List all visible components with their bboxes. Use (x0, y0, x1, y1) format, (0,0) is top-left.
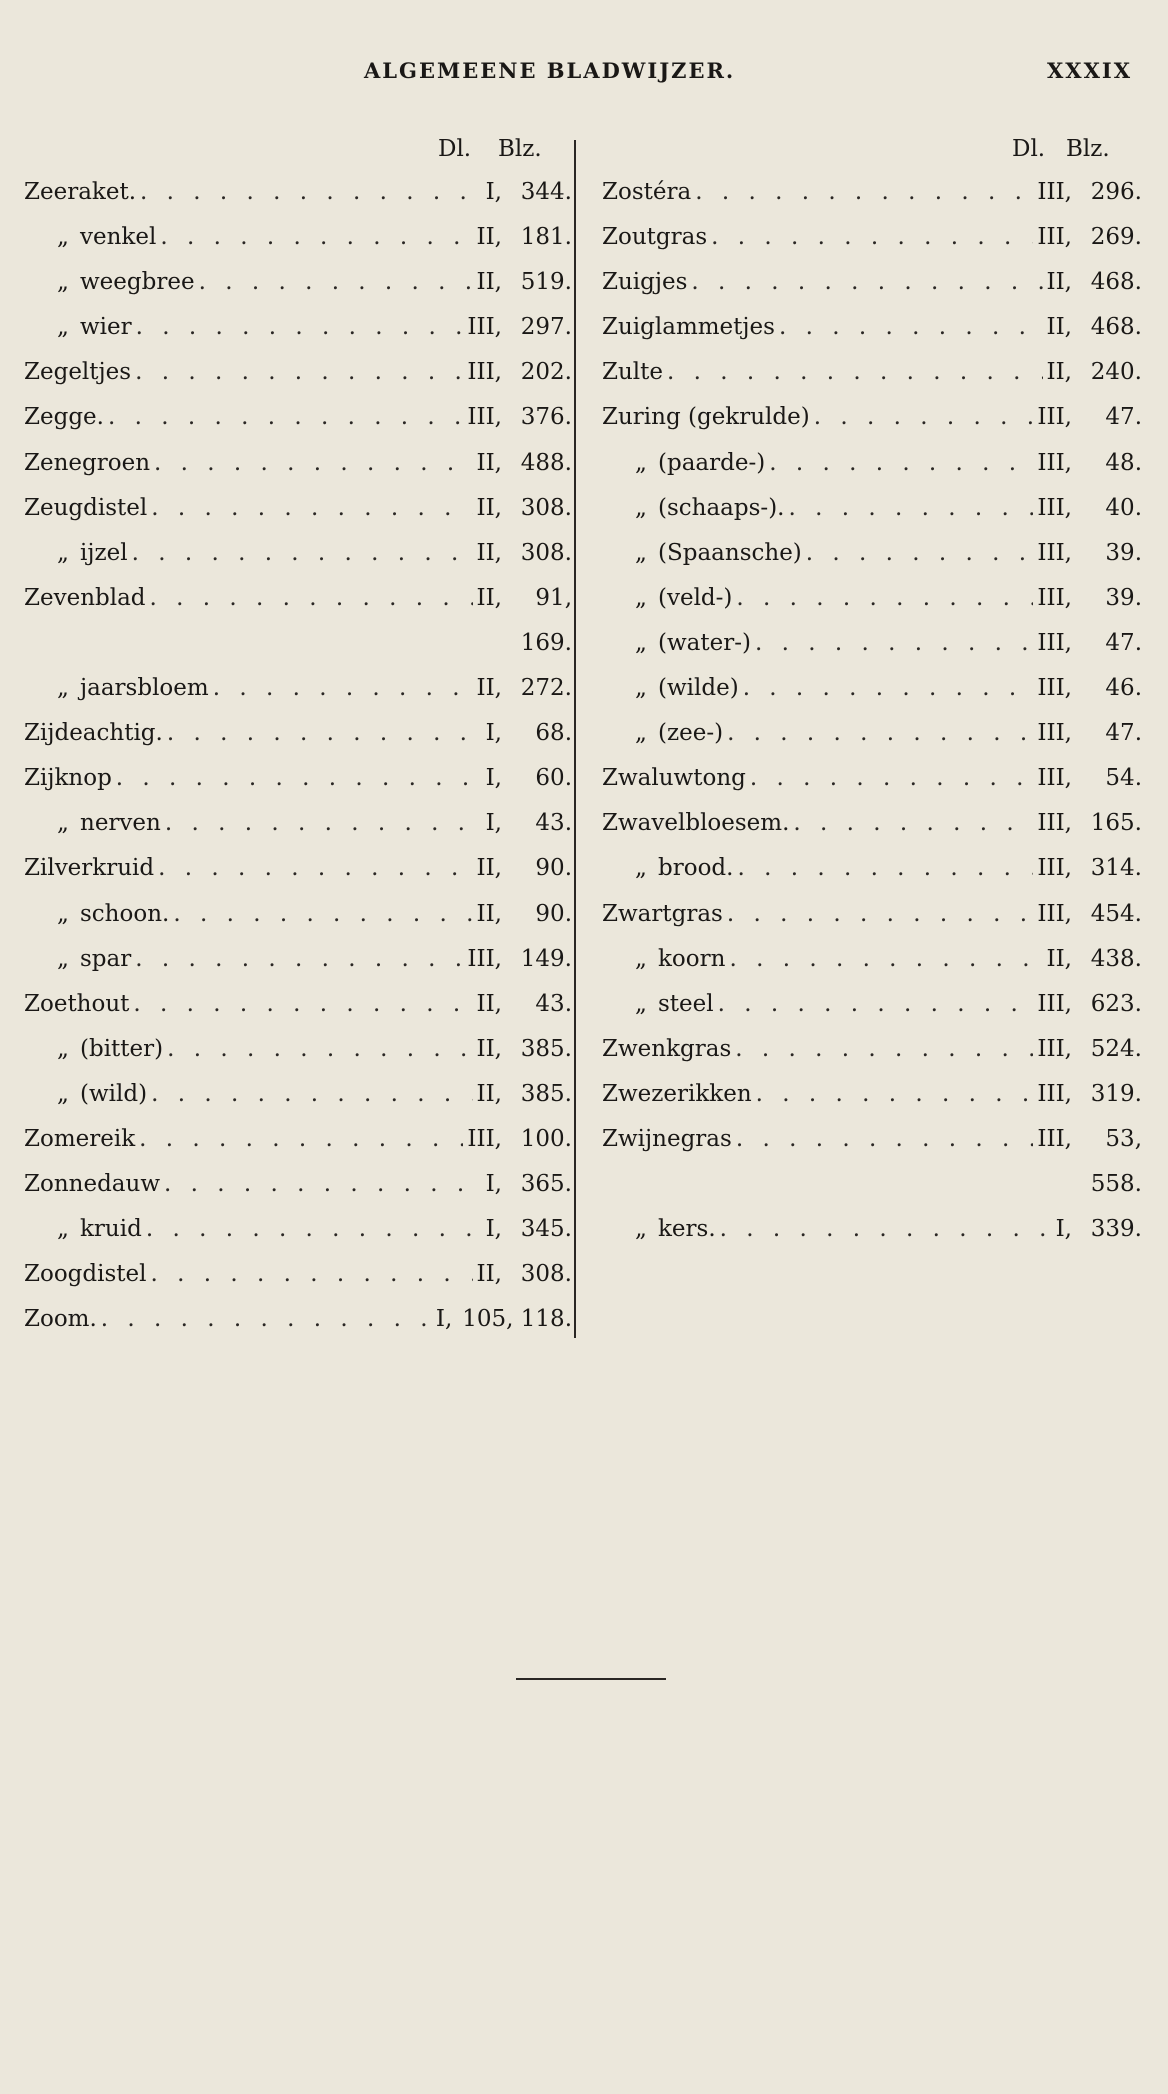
dot-leader (756, 1072, 1034, 1117)
dot-leader (167, 1027, 472, 1072)
entry-page: 47. (1105, 629, 1142, 656)
entry-volume: III, (1037, 1035, 1072, 1062)
entry-term: (wilde) (658, 675, 739, 702)
entry-volume: I, (485, 179, 502, 205)
entry-volume: III, (467, 945, 502, 972)
entry-term: Zijdeachtig. (24, 720, 163, 747)
entry-volume: II, (1046, 314, 1072, 341)
index-entry (24, 621, 572, 666)
index-entry (24, 1207, 572, 1252)
entry-term: Zwenkgras (602, 1035, 732, 1062)
entry-page: 519. (520, 269, 572, 296)
dot-leader (136, 305, 464, 350)
index-entry (602, 1117, 1142, 1162)
index-entry (24, 1162, 572, 1207)
index-entries (24, 170, 572, 1342)
index-entry (602, 756, 1142, 801)
entry-term: Zuring (gekrulde) (602, 404, 810, 431)
entry-volume: III, (467, 404, 502, 431)
entry-page: 308. (520, 1261, 572, 1288)
entry-volume: III, (1037, 539, 1072, 566)
entry-volume: II, (1046, 945, 1072, 972)
entry-term: kruid (80, 1216, 142, 1243)
entry-term: Zulte (602, 359, 664, 386)
index-entry (24, 395, 572, 440)
dot-leader (132, 531, 473, 576)
index-entry (24, 892, 572, 937)
dot-leader (135, 937, 463, 982)
dot-leader (736, 1117, 1034, 1162)
entry-page: 240. (1090, 359, 1142, 386)
entry-page: 169. (520, 629, 572, 656)
entry-page: 181. (520, 224, 572, 251)
entry-volume: III, (467, 1125, 502, 1152)
dot-leader (755, 621, 1033, 666)
index-entry (24, 756, 572, 801)
ditto-mark: „ (57, 224, 69, 251)
ditto-mark: „ (635, 539, 647, 566)
entry-term: (zee-) (658, 720, 724, 747)
ditto-mark: „ (635, 584, 647, 611)
index-entry (24, 170, 572, 215)
entry-page: 68. (535, 720, 572, 747)
dot-leader (154, 441, 473, 486)
entry-volume: I, (485, 810, 502, 837)
entry-term: Zwartgras (602, 900, 723, 927)
entry-term: steel (658, 990, 714, 1017)
index-entry (602, 621, 1142, 666)
entry-term: Zomereik (24, 1125, 136, 1152)
entry-term: kers. (658, 1216, 716, 1243)
entry-page: 39. (1105, 539, 1142, 566)
index-column-left (24, 130, 572, 1342)
entry-volume: III, (1037, 629, 1072, 656)
entry-page: 165. (1090, 810, 1142, 837)
volume-heading: Dl. (438, 136, 472, 162)
ditto-mark: „ (635, 494, 647, 521)
index-entry (24, 350, 572, 395)
entry-volume: II, (476, 900, 502, 927)
index-entry (602, 937, 1142, 982)
dot-leader (737, 846, 1033, 891)
entry-volume: I, (1055, 1216, 1072, 1243)
entry-page: 308. (520, 539, 572, 566)
index-entry (24, 982, 572, 1027)
entry-page: 524. (1090, 1035, 1142, 1062)
entry-volume: II, (476, 269, 502, 296)
entry-page: 468. (1090, 269, 1142, 296)
entry-volume: III, (1037, 494, 1072, 521)
index-entry (24, 846, 572, 891)
index-entry (602, 531, 1142, 576)
entry-term: Zenegroen (24, 449, 151, 476)
entry-page: 438. (1090, 945, 1142, 972)
entry-volume: III, (1037, 765, 1072, 792)
entry-page: 269. (1090, 224, 1142, 251)
index-entry (602, 666, 1142, 711)
entry-volume: III, (467, 314, 502, 341)
entry-term: Zevenblad (24, 584, 146, 611)
entry-page: 558. (1090, 1171, 1142, 1198)
dot-leader (750, 756, 1034, 801)
dot-leader (165, 801, 482, 846)
entry-volume: III, (1037, 224, 1072, 251)
entry-page: 319. (1090, 1080, 1142, 1107)
entry-term: Zoogdistel (24, 1261, 147, 1288)
entry-term: (schaaps-). (658, 494, 785, 521)
dot-leader (199, 260, 473, 305)
entry-page: 43. (535, 810, 572, 837)
dot-leader (691, 260, 1042, 305)
entry-term: schoon. (80, 900, 170, 927)
entry-term: brood. (658, 855, 734, 882)
ditto-mark: „ (57, 1080, 69, 1107)
index-entry (24, 1117, 572, 1162)
entry-term: wier (80, 314, 132, 341)
entry-term: ijzel (80, 539, 128, 566)
index-entry (602, 170, 1142, 215)
entry-term: Zijknop (24, 765, 112, 792)
index-entry (602, 441, 1142, 486)
dot-leader (167, 711, 482, 756)
ditto-mark: „ (635, 720, 647, 747)
dot-leader (164, 1162, 482, 1207)
index-entry (24, 937, 572, 982)
ditto-mark: „ (57, 1216, 69, 1243)
dot-leader (729, 937, 1042, 982)
entry-term: (Spaansche) (658, 539, 802, 566)
dot-leader (769, 441, 1033, 486)
entry-volume: II, (476, 584, 502, 611)
entry-volume: II, (1046, 269, 1072, 296)
ditto-mark: „ (635, 990, 647, 1017)
dot-leader (140, 170, 482, 215)
index-entry (602, 305, 1142, 350)
entry-term: Zegeltjes (24, 359, 132, 386)
entry-volume: III, (1037, 990, 1072, 1017)
page-number: XXXIX (1047, 58, 1132, 83)
entry-page: 339. (1090, 1216, 1142, 1243)
entry-term: Zegge. (24, 404, 104, 431)
entry-page: 91, (535, 584, 572, 611)
ditto-mark: „ (635, 1216, 647, 1243)
entry-term: Zoutgras (602, 224, 708, 251)
entry-page: 385. (520, 1035, 572, 1062)
dot-leader (133, 982, 472, 1027)
entry-term: Zeeraket. (24, 179, 137, 205)
entry-page: 47. (1105, 720, 1142, 747)
entry-page: 344. (520, 179, 572, 205)
entry-term: (wild) (80, 1080, 148, 1107)
entry-page: 296. (1090, 179, 1142, 205)
entry-volume: II, (476, 539, 502, 566)
entry-term: weegbree (80, 269, 195, 296)
index-entry (24, 531, 572, 576)
dot-leader (150, 576, 473, 621)
dot-leader (793, 801, 1033, 846)
index-entry (24, 711, 572, 756)
dot-leader (213, 666, 473, 711)
ditto-mark: „ (635, 945, 647, 972)
dot-leader (158, 846, 472, 891)
index-entry (24, 801, 572, 846)
entry-volume: I, (485, 1216, 502, 1243)
entry-volume: III, (1037, 449, 1072, 476)
dot-leader (146, 1207, 482, 1252)
dot-leader (779, 305, 1043, 350)
dot-leader (116, 756, 482, 801)
entry-volume: II, (476, 1035, 502, 1062)
index-entry (602, 892, 1142, 937)
entry-volume: III, (1037, 1080, 1072, 1107)
entry-volume: I, (485, 1171, 502, 1198)
entry-page: 43. (535, 990, 572, 1017)
entry-page: 488. (520, 449, 572, 476)
entry-term: koorn (658, 945, 726, 972)
entry-volume: II, (476, 1080, 502, 1107)
entry-volume: III, (1037, 810, 1072, 837)
entry-volume: II, (476, 494, 502, 521)
entry-page: 40. (1105, 494, 1142, 521)
dot-leader (151, 1072, 472, 1117)
dot-leader (720, 1207, 1052, 1252)
entry-volume: III, (1037, 404, 1072, 431)
entry-term: (veld-) (658, 584, 733, 611)
entry-volume: III, (1037, 584, 1072, 611)
ditto-mark: „ (57, 945, 69, 972)
dot-leader (101, 1297, 432, 1342)
running-title: ALGEMEENE BLADWIJZER. (364, 58, 736, 83)
index-entry (24, 576, 572, 621)
entry-term: Zwijnegras (602, 1125, 732, 1152)
index-entry (24, 486, 572, 531)
index-entry (24, 215, 572, 260)
column-divider (574, 140, 576, 1338)
ditto-mark: „ (57, 675, 69, 702)
dot-leader (806, 531, 1034, 576)
dot-leader (814, 395, 1034, 440)
dot-leader (108, 395, 463, 440)
ditto-mark: „ (57, 1035, 69, 1062)
entry-page: 468. (1090, 314, 1142, 341)
dot-leader (695, 170, 1033, 215)
index-entry (602, 801, 1142, 846)
entry-term: Zilverkruid (24, 855, 155, 882)
end-rule (516, 1678, 666, 1680)
index-entry (602, 215, 1142, 260)
entry-term: Zonnedauw (24, 1171, 161, 1198)
entry-page: 60. (535, 765, 572, 792)
dot-leader (173, 892, 472, 937)
entry-page: 39. (1105, 584, 1142, 611)
entry-term: Zostéra (602, 179, 692, 205)
page-heading: Blz. (1066, 136, 1110, 162)
entry-page: 297. (520, 314, 572, 341)
index-entry (602, 350, 1142, 395)
ditto-mark: „ (57, 539, 69, 566)
dot-leader (151, 1252, 473, 1297)
index-entry (602, 1072, 1142, 1117)
entry-volume: II, (476, 990, 502, 1017)
index-entry (602, 395, 1142, 440)
entry-page: 90. (535, 855, 572, 882)
entry-volume: I, (435, 1306, 453, 1333)
entry-page: 90. (535, 900, 572, 927)
entry-page: 202. (520, 359, 572, 386)
dot-leader (711, 215, 1033, 260)
entry-page: 46. (1105, 675, 1142, 702)
index-entry (24, 305, 572, 350)
index-entry (24, 1297, 572, 1342)
dot-leader (727, 711, 1033, 756)
index-entry (24, 1072, 572, 1117)
index-entry (24, 1027, 572, 1072)
entry-volume: II, (476, 675, 502, 702)
ditto-mark: „ (635, 855, 647, 882)
entry-page: 308. (520, 494, 572, 521)
entry-page: 53, (1105, 1125, 1142, 1152)
entry-page: 345. (520, 1216, 572, 1243)
entry-term: Zeugdistel (24, 494, 148, 521)
entry-term: spar (80, 945, 132, 972)
entry-term: Zoom. (24, 1306, 97, 1333)
entry-term: jaarsbloem (80, 675, 209, 702)
dot-leader (160, 215, 472, 260)
entry-page: 105, 118. (462, 1306, 572, 1333)
entry-term: (bitter) (80, 1035, 164, 1062)
index-entry (602, 711, 1142, 756)
entry-page: 272. (520, 675, 572, 702)
entry-term: venkel (80, 224, 157, 251)
entry-volume: II, (476, 855, 502, 882)
entry-volume: III, (1037, 900, 1072, 927)
entry-volume: III, (467, 359, 502, 386)
index-entries (602, 170, 1142, 1252)
entry-term: Zwavelbloesem. (602, 810, 790, 837)
index-column-right (602, 130, 1142, 1252)
entry-page: 454. (1090, 900, 1142, 927)
entry-page: 314. (1090, 855, 1142, 882)
entry-page: 48. (1105, 449, 1142, 476)
index-entry (602, 846, 1142, 891)
entry-volume: II, (476, 449, 502, 476)
ditto-mark: „ (57, 269, 69, 296)
entry-volume: I, (485, 720, 502, 747)
column-header (24, 130, 572, 170)
entry-page: 47. (1105, 404, 1142, 431)
index-entry (24, 1252, 572, 1297)
dot-leader (135, 350, 463, 395)
entry-term: Zuigjes (602, 269, 688, 296)
ditto-mark: „ (635, 629, 647, 656)
index-entry (24, 666, 572, 711)
entry-term: Zwaluwtong (602, 765, 746, 792)
index-entry (24, 441, 572, 486)
dot-leader (788, 486, 1033, 531)
entry-term: (water-) (658, 629, 751, 656)
ditto-mark: „ (57, 314, 69, 341)
index-entry (602, 486, 1142, 531)
dot-leader (743, 666, 1034, 711)
entry-page: 623. (1090, 990, 1142, 1017)
page-header (0, 58, 1168, 98)
dot-leader (736, 576, 1033, 621)
entry-term: (paarde-) (658, 449, 766, 476)
entry-volume: III, (1037, 675, 1072, 702)
entry-volume: II, (476, 224, 502, 251)
entry-page: 149. (520, 945, 572, 972)
index-entry (602, 576, 1142, 621)
dot-leader (667, 350, 1043, 395)
ditto-mark: „ (635, 675, 647, 702)
column-header (602, 130, 1142, 170)
entry-volume: III, (1037, 179, 1072, 205)
entry-volume: II, (1046, 359, 1072, 386)
ditto-mark: „ (57, 810, 69, 837)
dot-leader (151, 486, 472, 531)
entry-volume: I, (485, 765, 502, 792)
index-entry (602, 260, 1142, 305)
volume-heading: Dl. (1012, 136, 1046, 162)
entry-term: Zwezerikken (602, 1080, 752, 1107)
dot-leader (735, 1027, 1033, 1072)
entry-volume: II, (476, 1261, 502, 1288)
entry-term: Zoethout (24, 990, 130, 1017)
entry-volume: III, (1037, 1125, 1072, 1152)
dot-leader (718, 982, 1034, 1027)
index-entry (602, 982, 1142, 1027)
entry-term: nerven (80, 810, 161, 837)
entry-page: 385. (520, 1080, 572, 1107)
entry-page: 365. (520, 1171, 572, 1198)
dot-leader (727, 892, 1034, 937)
index-entry (602, 1207, 1142, 1252)
index-entry (24, 260, 572, 305)
index-entry (602, 1027, 1142, 1072)
entry-page: 54. (1105, 765, 1142, 792)
page-heading: Blz. (498, 136, 542, 162)
entry-volume: III, (1037, 855, 1072, 882)
entry-term: Zuiglammetjes (602, 314, 775, 341)
ditto-mark: „ (57, 900, 69, 927)
dot-leader (139, 1117, 463, 1162)
entry-volume: III, (1037, 720, 1072, 747)
entry-page: 376. (520, 404, 572, 431)
index-entry (602, 1162, 1142, 1207)
entry-page: 100. (520, 1125, 572, 1152)
ditto-mark: „ (635, 449, 647, 476)
